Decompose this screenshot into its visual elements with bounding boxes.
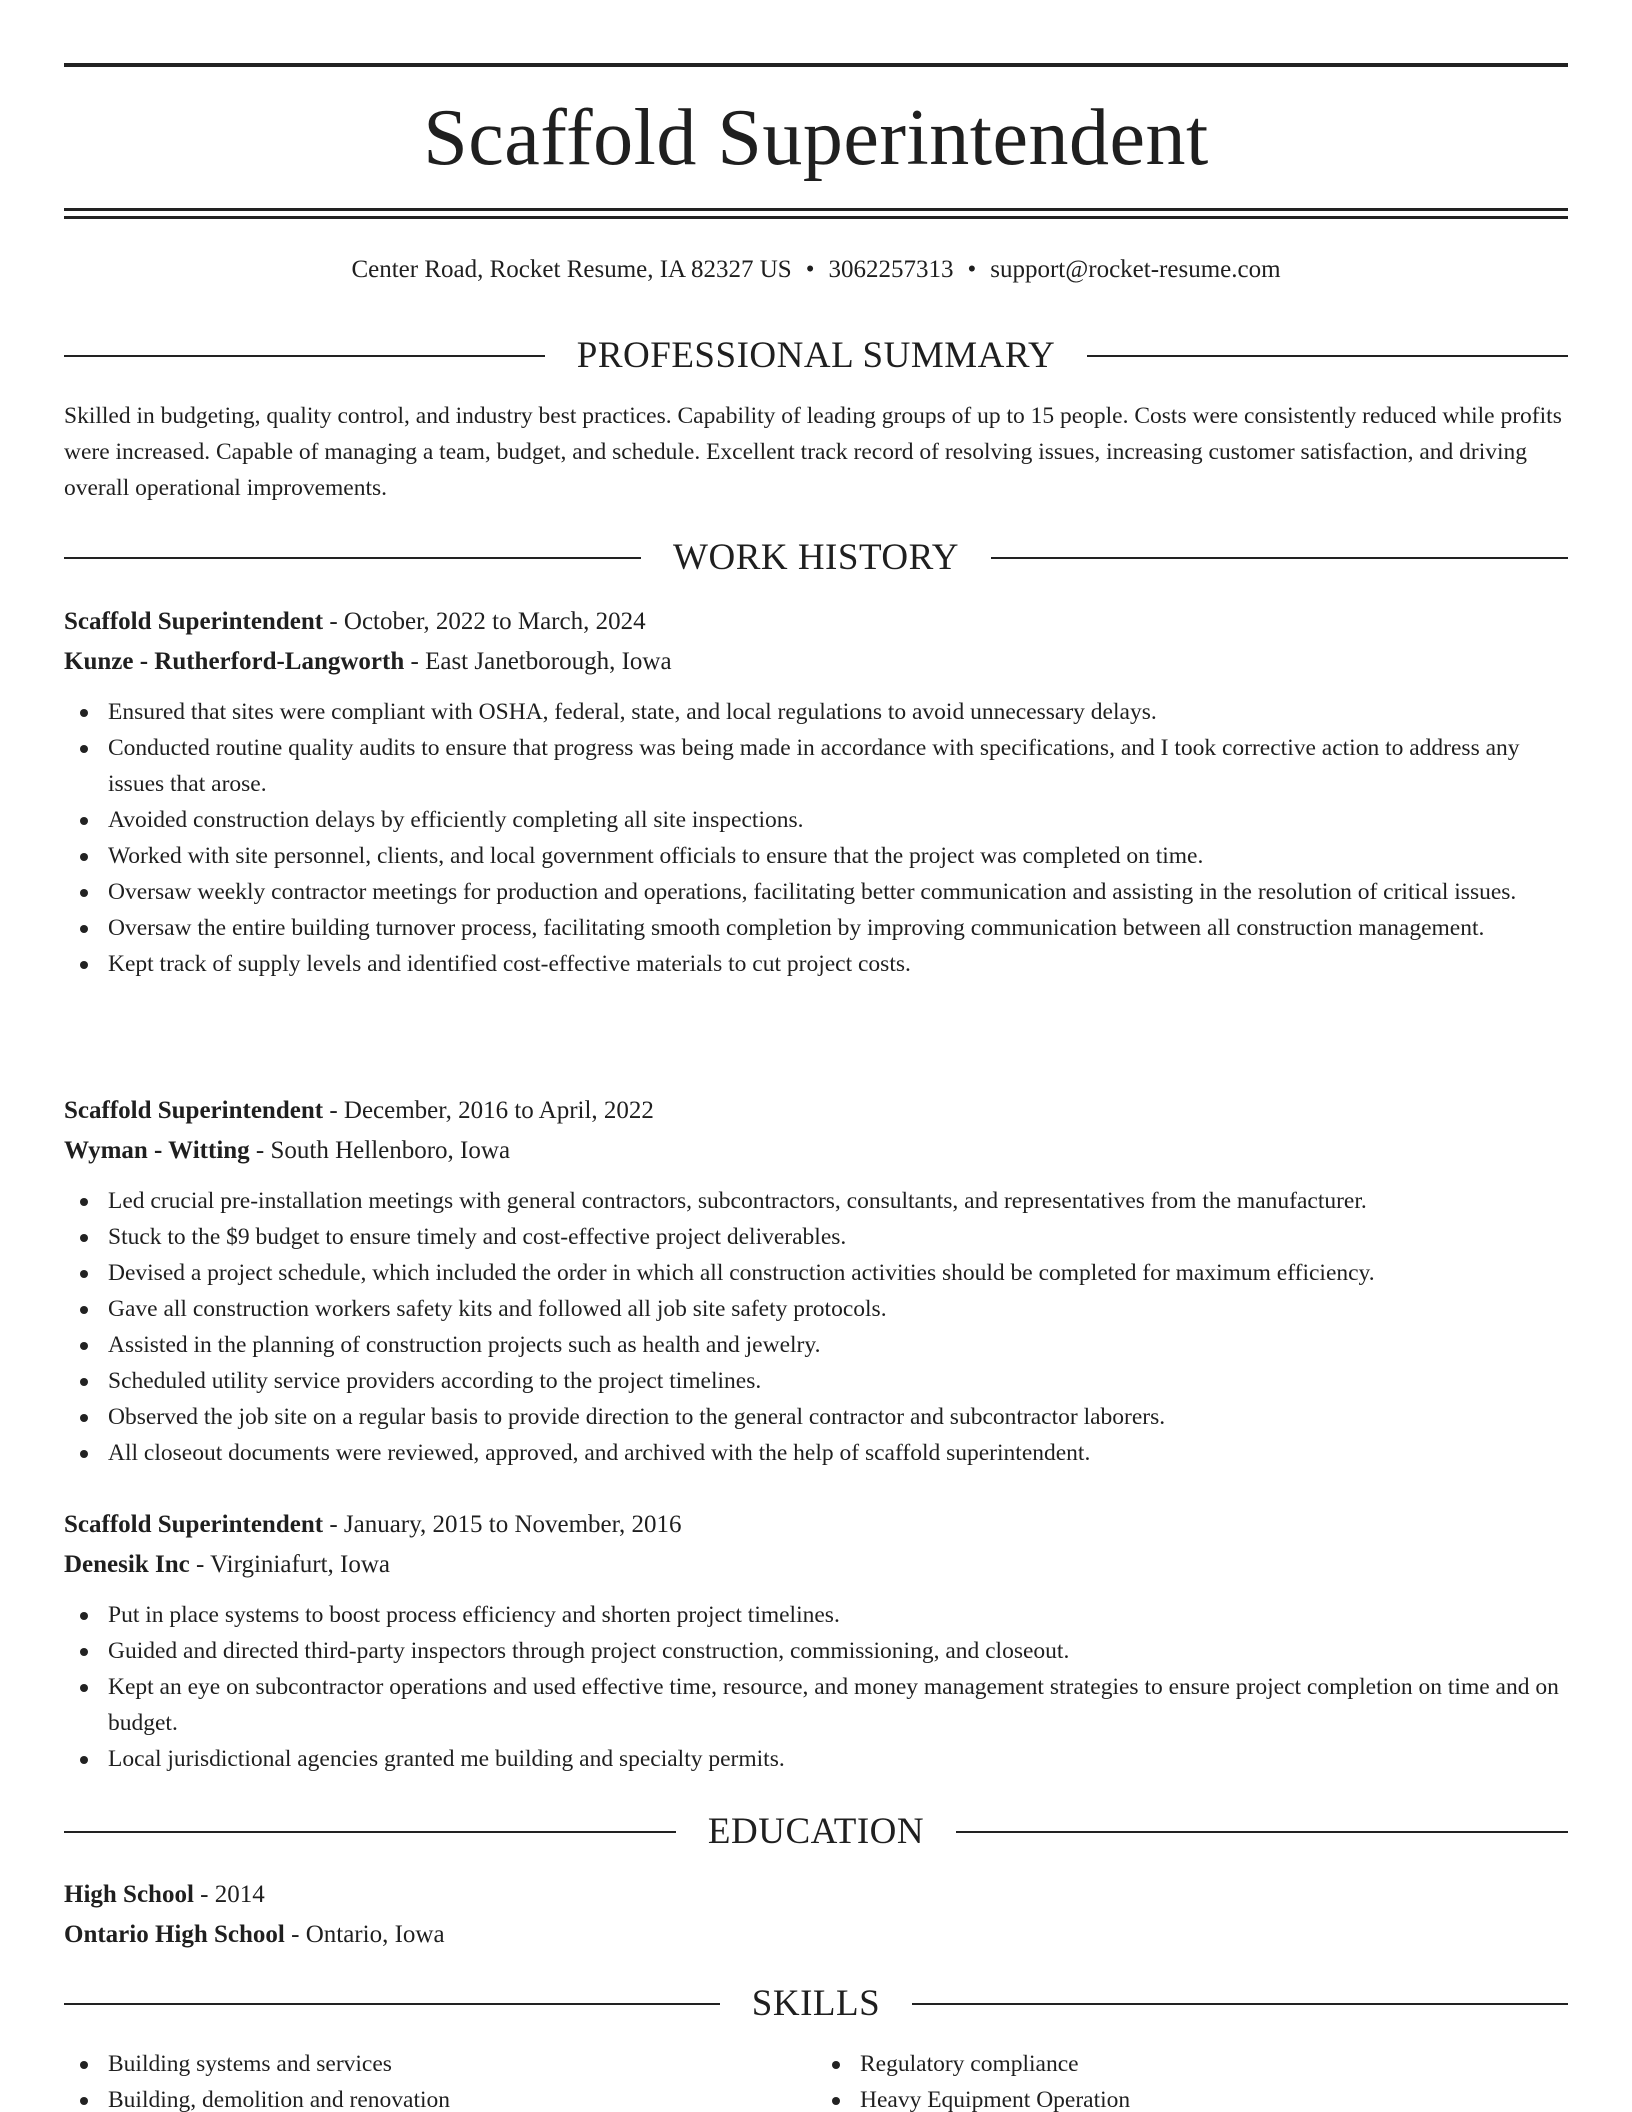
job-bullets <box>64 1597 1568 1777</box>
heading-rule-left <box>64 557 641 559</box>
education-degree: High School <box>64 1881 194 1908</box>
job-title: Scaffold Superintendent <box>64 1511 324 1538</box>
skills-list-right <box>816 2046 1568 2112</box>
job-title: Scaffold Superintendent <box>64 1097 324 1124</box>
job-dates: - January, 2015 to November, 2016 <box>323 1511 682 1538</box>
job-title-line <box>64 602 1568 642</box>
section-heading-work-history <box>64 536 1568 580</box>
section-heading-label: WORK HISTORY <box>673 537 959 578</box>
job-bullet: Avoided construction delays by efficiently completing all site inspections. <box>64 802 1568 838</box>
job-title-line <box>64 1505 1568 1545</box>
job-bullet: Guided and directed third-party inspectors through project construction, commissioning, and closeout. <box>64 1633 1568 1669</box>
job-bullet: Scheduled utility service providers according to the project timelines. <box>64 1363 1568 1399</box>
heading-rule-right <box>1087 355 1568 357</box>
job-bullet: Worked with site personnel, clients, and local government officials to ensure that the project was completed on time. <box>64 838 1568 874</box>
education-school-line <box>64 1915 1568 1955</box>
section-heading-summary <box>64 334 1568 378</box>
skill-item: Building systems and services <box>64 2046 816 2082</box>
education-year: - 2014 <box>193 1881 265 1908</box>
heading-rule-right <box>991 557 1568 559</box>
contact-address: Center Road, Rocket Resume, IA 82327 US <box>351 256 792 283</box>
job-company-line <box>64 1131 1568 1171</box>
contact-line <box>64 254 1568 286</box>
title-double-rule-upper <box>64 208 1568 211</box>
job-bullet: Devised a project schedule, which included the order in which all construction activities should be completed for maximum efficiency. <box>64 1255 1568 1291</box>
job-location: - South Hellenboro, Iowa <box>249 1137 511 1164</box>
contact-separator: • <box>805 256 815 283</box>
job-bullet: Gave all construction workers safety kits and followed all job site safety protocols. <box>64 1291 1568 1327</box>
contact-phone: 3062257313 <box>828 256 954 283</box>
contact-email: support@rocket-resume.com <box>990 256 1281 283</box>
job-bullets <box>64 1183 1568 1471</box>
job-company-line <box>64 1545 1568 1585</box>
section-heading-skills <box>64 1982 1568 2026</box>
education-entry <box>64 1875 1568 1955</box>
heading-rule-right <box>956 1831 1568 1833</box>
section-heading-label: PROFESSIONAL SUMMARY <box>576 335 1056 376</box>
job-entry <box>64 1091 1568 1471</box>
heading-rule-left <box>64 355 545 357</box>
heading-rule-left <box>64 1831 676 1833</box>
section-heading-education <box>64 1810 1568 1854</box>
job-bullet: Local jurisdictional agencies granted me building and specialty permits. <box>64 1741 1568 1777</box>
section-heading-label: EDUCATION <box>707 1811 925 1852</box>
summary-text: Skilled in budgeting, quality control, and industry best practices. Capability of leading groups of up to 15 people. Costs were consistently reduced while profits were increased. Capable of managing a team, budget, and schedule. Excellent track record of resolving issues, increasing customer satisfaction, and driving overall operational improvements. <box>64 403 1562 501</box>
contact-separator: • <box>967 256 977 283</box>
job-location: - East Janetborough, Iowa <box>404 648 672 675</box>
job-bullet: All closeout documents were reviewed, approved, and archived with the help of scaffold superintendent. <box>64 1435 1568 1471</box>
job-entry <box>64 1505 1568 1777</box>
job-bullet: Assisted in the planning of construction projects such as health and jewelry. <box>64 1327 1568 1363</box>
job-title-line <box>64 1091 1568 1131</box>
job-entry <box>64 602 1568 982</box>
resume-title: Scaffold Superintendent <box>423 94 1209 182</box>
education-location: - Ontario, Iowa <box>284 1921 445 1948</box>
skill-item: Building, demolition and renovation <box>64 2082 816 2112</box>
job-bullet: Observed the job site on a regular basis to provide direction to the general contractor and subcontractor laborers. <box>64 1399 1568 1435</box>
job-bullet: Oversaw weekly contractor meetings for production and operations, facilitating better communication and assisting in the resolution of critical issues. <box>64 874 1568 910</box>
job-bullet: Stuck to the $9 budget to ensure timely and cost-effective project deliverables. <box>64 1219 1568 1255</box>
job-title: Scaffold Superintendent <box>64 608 324 635</box>
job-bullet: Oversaw the entire building turnover process, facilitating smooth completion by improving communication between all construction management. <box>64 910 1568 946</box>
job-company: Denesik Inc <box>64 1551 190 1578</box>
job-bullet: Conducted routine quality audits to ensure that progress was being made in accordance with specifications, and I took corrective action to address any issues that arose. <box>64 730 1568 802</box>
job-company: Wyman - Witting <box>64 1137 250 1164</box>
skill-item: Heavy Equipment Operation <box>816 2082 1568 2112</box>
job-bullet: Put in place systems to boost process efficiency and shorten project timelines. <box>64 1597 1568 1633</box>
heading-rule-right <box>912 2003 1568 2005</box>
education-school: Ontario High School <box>64 1921 285 1948</box>
job-bullets <box>64 694 1568 982</box>
job-bullet: Led crucial pre-installation meetings with general contractors, subcontractors, consultants, and representatives from the manufacturer. <box>64 1183 1568 1219</box>
skills-columns <box>64 2046 1568 2112</box>
heading-rule-left <box>64 2003 720 2005</box>
title-double-rule-lower <box>64 216 1568 219</box>
skills-list-left <box>64 2046 816 2112</box>
job-dates: - October, 2022 to March, 2024 <box>323 608 646 635</box>
job-dates: - December, 2016 to April, 2022 <box>323 1097 654 1124</box>
job-company-line <box>64 642 1568 682</box>
job-location: - Virginiafurt, Iowa <box>189 1551 391 1578</box>
job-company: Kunze - Rutherford-Langworth <box>64 648 405 675</box>
job-bullet: Kept an eye on subcontractor operations and used effective time, resource, and money management strategies to ensure project completion on time and on budget. <box>64 1669 1568 1741</box>
education-degree-line <box>64 1875 1568 1915</box>
section-heading-label: SKILLS <box>751 1983 881 2024</box>
job-bullet: Ensured that sites were compliant with OSHA, federal, state, and local regulations to avoid unnecessary delays. <box>64 694 1568 730</box>
skill-item: Regulatory compliance <box>816 2046 1568 2082</box>
job-bullet: Kept track of supply levels and identified cost-effective materials to cut project costs. <box>64 946 1568 982</box>
top-rule <box>64 63 1568 67</box>
